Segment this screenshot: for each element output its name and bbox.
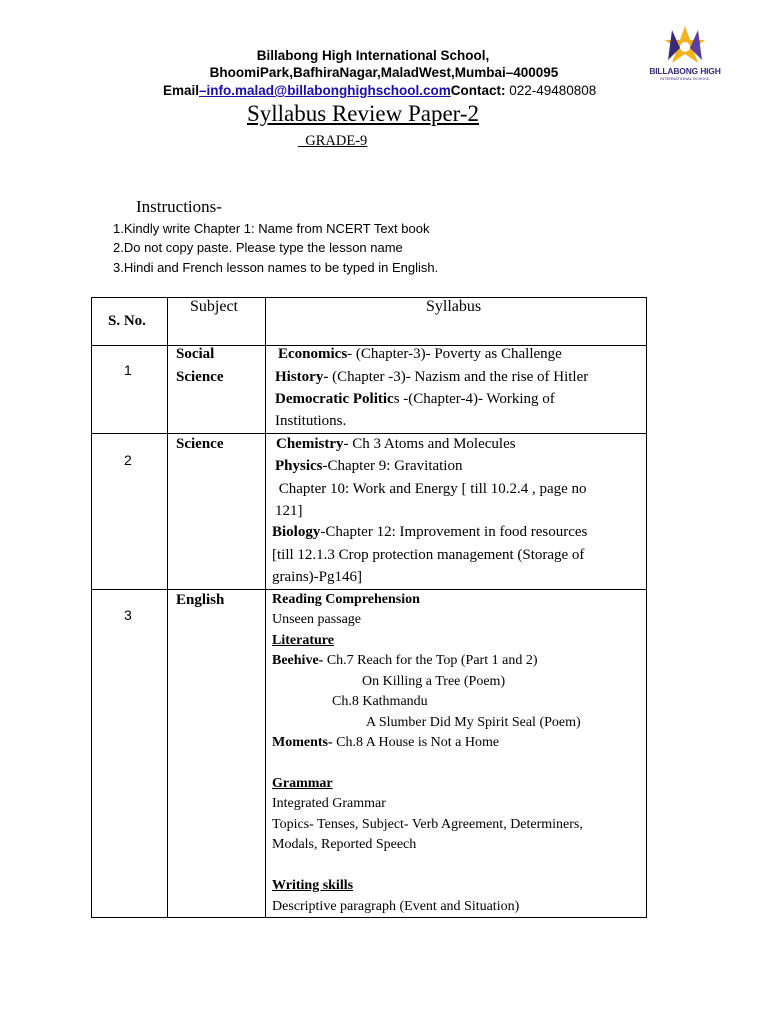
syllabus-line: History- (Chapter -3)- Nazism and the rise of Hitler: [275, 369, 589, 385]
row-subject: English: [176, 592, 225, 608]
row-subject: Science: [176, 369, 224, 385]
syllabus-line: [till 12.1.3 Crop protection management (Storage of: [272, 547, 585, 563]
email-label: Email: [163, 83, 200, 98]
logo-subtext: INTERNATIONAL SCHOOL: [660, 76, 710, 81]
syllabus-line: Biology-Chapter 12: Improvement in food resources: [272, 524, 588, 540]
school-address: BhoomiPark,BafhiraNagar,MaladWest,Mumbai–400095: [209, 65, 559, 80]
table-border: [91, 297, 92, 917]
header-subject: Subject: [190, 298, 238, 315]
syllabus-line: Democratic Politics -(Chapter-4)- Working of: [275, 391, 555, 407]
table-border: [91, 433, 647, 434]
syllabus-line: Chemistry- Ch 3 Atoms and Molecules: [276, 436, 516, 452]
syllabus-line: Writing skills: [272, 878, 354, 893]
phone-number: 022-49480808: [505, 83, 597, 98]
syllabus-line: Chapter 10: Work and Energy [ till 10.2.4 , page no: [275, 481, 587, 497]
instructions-heading: Instructions-: [136, 197, 222, 216]
header-syllabus: Syllabus: [426, 298, 482, 315]
syllabus-line: grains)-Pg146]: [272, 569, 362, 585]
syllabus-line: Physics-Chapter 9: Gravitation: [275, 458, 463, 474]
row-number: 3: [124, 607, 132, 623]
syllabus-line: Topics- Tenses, Subject- Verb Agreement, Determiners,: [272, 817, 583, 832]
syllabus-line: 121]: [275, 503, 303, 519]
syllabus-line: Unseen passage: [272, 612, 362, 627]
logo-text: BILLABONG HIGH: [649, 66, 721, 76]
syllabus-line: Literature: [272, 633, 334, 648]
row-subject: Social: [176, 346, 215, 362]
syllabus-line: Integrated Grammar: [272, 796, 386, 811]
instruction-item: 1.Kindly write Chapter 1: Name from NCERT Text book: [113, 221, 430, 236]
syllabus-line: Institutions.: [275, 413, 347, 429]
grade-label: GRADE-9: [298, 133, 368, 149]
table-border: [91, 589, 647, 590]
table-border: [646, 297, 647, 917]
header-sno: S. No.: [108, 313, 146, 329]
syllabus-line: On Killing a Tree (Poem): [362, 674, 506, 689]
page-title: Syllabus Review Paper-2: [246, 101, 480, 126]
row-number: 1: [124, 362, 132, 378]
row-subject: Science: [176, 436, 224, 452]
syllabus-line: Ch.8 Kathmandu: [332, 694, 428, 709]
syllabus-line: A Slumber Did My Spirit Seal (Poem): [366, 715, 581, 730]
email-link[interactable]: –info.malad@billabonghighschool.com: [199, 83, 451, 98]
syllabus-line: Beehive- Ch.7 Reach for the Top (Part 1 and 2): [272, 653, 538, 668]
school-name: Billabong High International School,: [256, 48, 490, 63]
row-number: 2: [124, 452, 132, 468]
instruction-item: 2.Do not copy paste. Please type the lesson name: [113, 240, 403, 255]
table-border: [265, 297, 266, 917]
syllabus-line: Grammar: [272, 776, 333, 791]
syllabus-line: Modals, Reported Speech: [272, 837, 417, 852]
table-border: [91, 917, 647, 918]
contact-line: [163, 83, 596, 98]
syllabus-line: Reading Comprehension: [272, 592, 420, 607]
syllabus-line: Moments- Ch.8 A House is Not a Home: [272, 735, 500, 750]
contact-label: Contact:: [450, 83, 506, 98]
syllabus-line: Descriptive paragraph (Event and Situation): [272, 899, 520, 914]
table-border: [167, 297, 168, 917]
instruction-item: 3.Hindi and French lesson names to be typed in English.: [113, 260, 439, 275]
table-border: [91, 297, 647, 298]
syllabus-line: Economics- (Chapter-3)- Poverty as Challenge: [278, 346, 562, 362]
